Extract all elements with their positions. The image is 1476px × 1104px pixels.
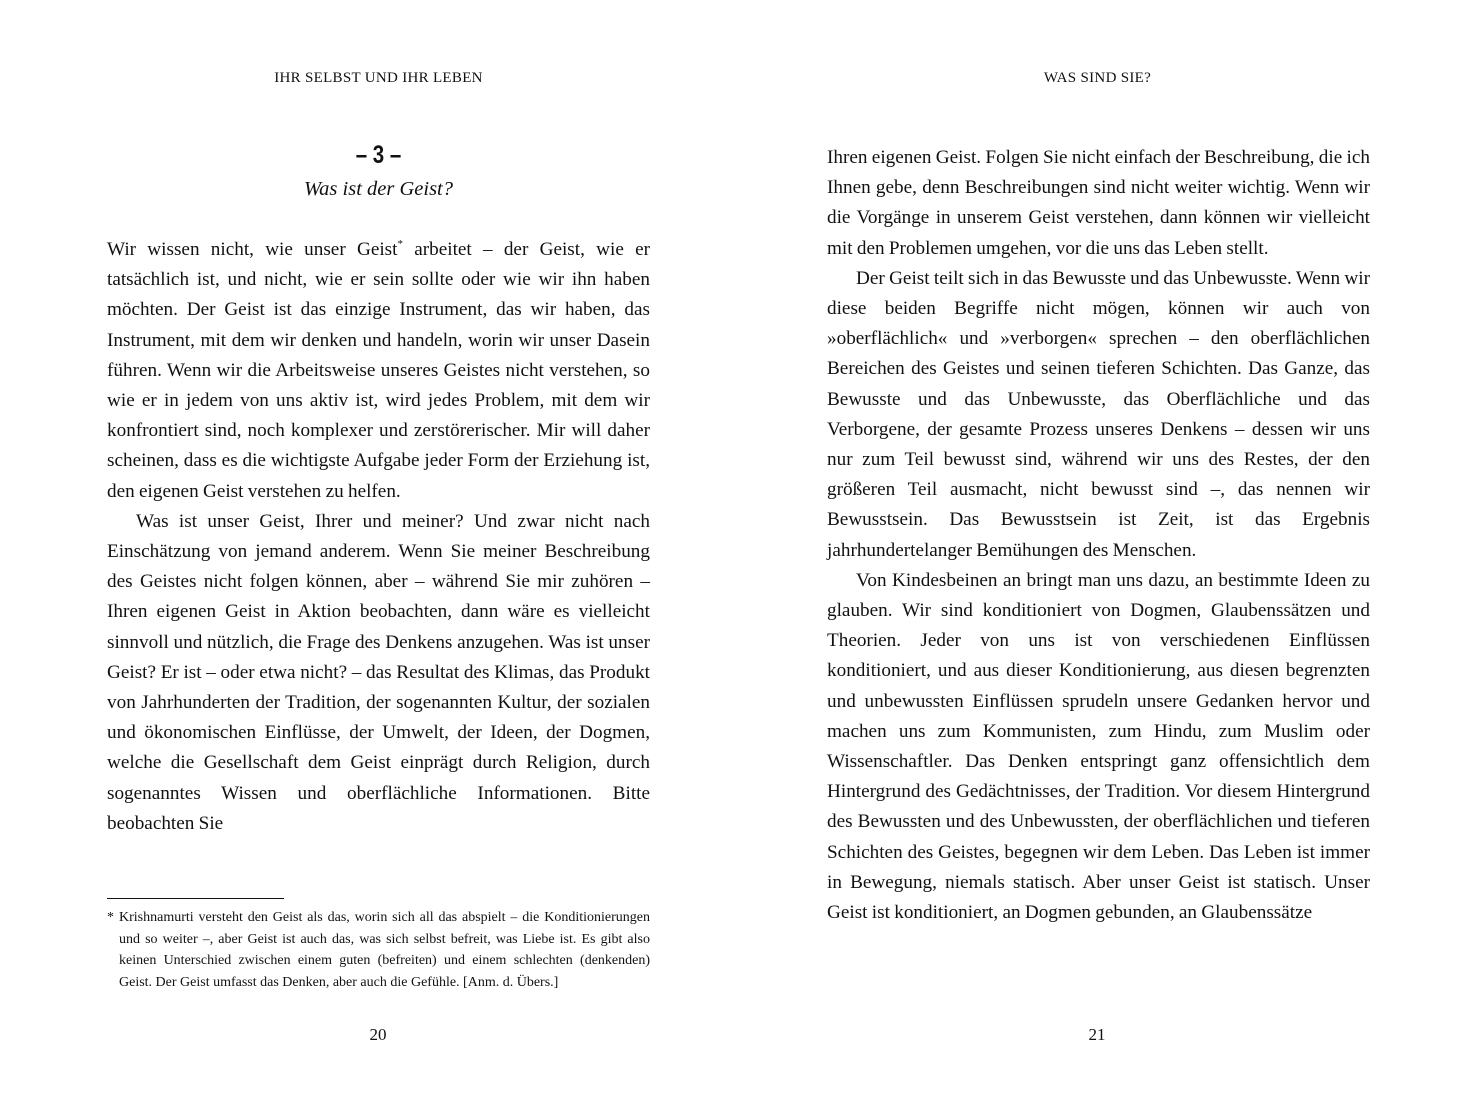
right-paragraph-1: Ihren eigenen Geist. Folgen Sie nicht einfach der Beschreibung, die ich Ihnen gebe, denn Beschreibungen sind nicht weiter wichtig. Wenn wir die Vorgänge in unserem Geist verstehen, dann können wir vielleicht mit den Problemen umgehen, vor die uns das Leben stellt. (827, 147, 1370, 259)
right-page (738, 0, 1476, 1104)
left-paragraph-1 (107, 235, 650, 507)
right-paragraph-2: Der Geist teilt sich in das Bewusste und das Unbewusste. Wenn wir diese beiden Begriffe nicht mögen, können wir auch von »oberflächlich« und »verborgen« sprechen – den oberflächlichen Bereichen des Geistes und seinen tieferen Schichten. Das Ganze, das Bewusste und das Unbewusste, das Oberflächliche und das Verborgene, der gesamte Prozess unseres Denkens – dessen wir uns nur zum Teil bewusst sind, während wir uns des Restes, der den größeren Teil ausmacht, nicht bewusst sind –, das nennen wir Bewusstsein. Das Bewusstsein ist Zeit, ist das Ergebnis jahrhundertelanger Bemühungen des Menschen. (827, 267, 1370, 561)
left-paragraph-2: Was ist unser Geist, Ihrer und meiner? Und zwar nicht nach Einschätzung von jemand anderem. Wenn Sie meiner Beschreibung des Geistes nicht folgen können, aber – während Sie mir zuhören – Ihren eigenen Geist in Aktion beobachten, dann wäre es vielleicht sinnvoll und nützlich, die Frage des Denkens anzugehen. Was ist unser Geist? Er ist – oder etwa nicht? – das Resultat des Klimas, das Produkt von Jahrhunderten der Tradition, der sogenannten Kultur, der sozialen und ökonomischen Einflüsse, der Umwelt, der Ideen, der Dogmen, welche die Gesellschaft dem Geist einprägt durch Religion, durch sogenanntes Wissen und oberflächliche Informationen. Bitte beobachten Sie (107, 510, 650, 834)
left-paragraph-1-start: Wir wissen nicht, wie unser Geist (107, 239, 398, 260)
left-body-text (107, 235, 650, 839)
footnote-text: Krishnamurti versteht den Geist als das, worin sich all das abspielt – die Konditionierungen und so weiter –, aber Geist ist auch das, was sich selbst befreit, was Liebe ist. Es gibt also keinen Unterschied zwischen einem guten (befreiten) und einem schlechten (denkenden) Geist. Der Geist umfasst das Denken, aber auch die Gefühle. [Anm. d. Übers.] (119, 910, 650, 990)
page-number-right: 21 (1088, 1025, 1106, 1044)
left-paragraph-1-rest: arbeitet – der Geist, wie er tatsächlich ist, und nicht, wie er sein sollte oder wie wir ihn haben möchten. Der Geist ist das einzige Instrument, das wir haben, das Instrument, mit dem wir denken und handeln, worin wir unser Dasein führen. Wenn wir die Arbeitsweise unseres Geistes nicht verstehen, so wie er in jedem von uns aktiv ist, wird jedes Problem, mit dem wir konfrontiert sind, noch komplexer und zerstörerischer. Mir will daher scheinen, dass es die wichtigste Aufgabe jeder Form der Erziehung ist, den eigenen Geist verstehen zu helfen. (107, 239, 650, 502)
footnote-marker: * (107, 910, 114, 925)
chapter-title: Was ist der Geist? (303, 178, 453, 200)
page-number-left: 20 (369, 1025, 387, 1044)
footnote-reference-mark: * (397, 238, 403, 250)
right-body-text (827, 143, 1370, 928)
footnote-divider (107, 898, 284, 899)
running-head-right: WAS SIND SIE? (1043, 70, 1152, 86)
footnote (107, 907, 650, 993)
chapter-number: – 3 – (355, 141, 402, 169)
running-head-left: IHR SELBST UND IHR LEBEN (274, 70, 483, 86)
right-paragraph-3: Von Kindesbeinen an bringt man uns dazu, an bestimmte Ideen zu glauben. Wir sind konditioniert von Dogmen, Glaubenssätzen und Theorien. Jeder von uns ist von verschiedenen Einflüssen konditioniert, und aus dieser Konditionierung, aus diesen begrenzten und unbewussten Einflüssen sprudeln unsere Gedanken hervor und machen uns zum Kommunisten, zum Hindu, zum Muslim oder Wissenschaftler. Das Denken entspringt ganz offensichtlich dem Hintergrund des Gedächtnisses, der Tradition. Vor diesem Hintergrund des Bewussten und des Unbewussten, der oberflächlichen und tieferen Schichten des Geistes, begegnen wir dem Leben. Das Leben ist immer in Bewegung, niemals statisch. Aber unser Geist ist statisch. Unser Geist ist konditioniert, an Dogmen gebunden, an Glaubenssätze (827, 569, 1370, 924)
